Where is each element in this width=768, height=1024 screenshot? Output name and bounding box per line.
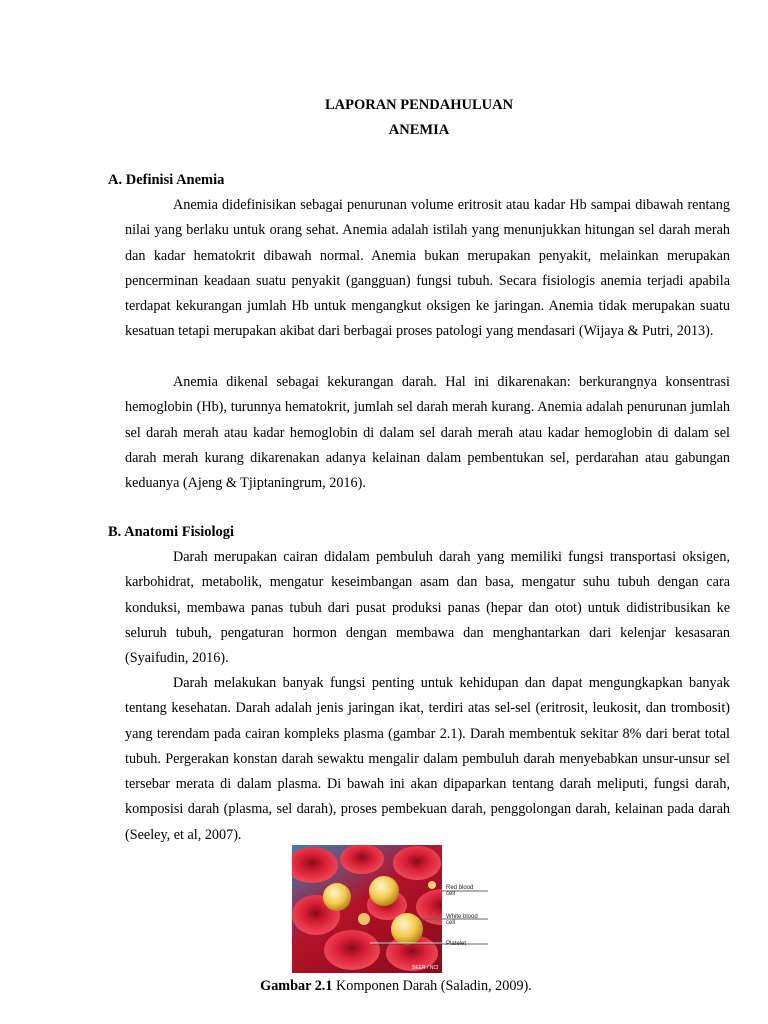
blood-components-figure <box>292 845 488 973</box>
section-a-paragraph-1: Anemia didefinisikan sebagai penurunan volume eritrosit atau kadar Hb sampai dibawah rentang nilai yang berlaku untuk orang sehat. Anemia adalah istilah yang menunjukkan hitungan sel darah merah dan kadar hematokrit dibawah normal. Anemia bukan merupakan penyakit, melainkan merupakan pencerminan keadaan suatu penyakit (gangguan) fungsi tubuh. Secara fisiologis anemia terjadi apabila terdapat kekurangan jumlah Hb untuk mengangkut oksigen ke jaringan. Anemia tidak merupakan suatu kesatuan tetapi merupakan akibat dari berbagai proses patologi yang mendasari (Wijaya & Putri, 2013). <box>125 197 730 340</box>
figure-caption <box>0 978 768 995</box>
section-a-heading: A. Definisi Anemia <box>108 172 225 188</box>
white-blood-cell-label: White blood cell <box>446 914 478 926</box>
platelet-label: Platelet <box>446 941 467 947</box>
section-a-paragraph-2: Anemia dikenal sebagai kekurangan darah. Hal ini dikarenakan: berkurangnya konsentrasi hemoglobin (Hb), turunnya hematokrit, jumlah sel darah merah kurang. Anemia adalah penurunan jumlah sel darah merah atau kadar hemoglobin di dalam sel darah merah atau kadar hemoglobin di dalam sel darah merah kurang dikarenakan adanya kelainan dalam pembentukan sel, perdarahan atau gabungan keduanya (Ajeng & Tjiptaningrum, 2016). <box>125 374 730 492</box>
figure-watermark: SEER / NCI <box>412 965 439 971</box>
section-b-paragraph-1: Darah merupakan cairan didalam pembuluh darah yang memiliki fungsi transportasi oksigen, karbohidrat, metabolik, mengatur keseimbangan asam dan basa, mengatur suhu tubuh dengan cara konduksi, membawa panas tubuh dari pusat produksi panas (hepar dan otot) untuk didistribusikan ke seluruh tubuh, pengaturan hormon dengan membawa dan menghantarkan dari kelenjar kesasaran (Syaifudin, 2016). <box>125 549 730 667</box>
red-blood-cell-label: Red blood cell <box>446 885 474 897</box>
document-title: LAPORAN PENDAHULUAN <box>324 97 514 113</box>
section-b-heading: B. Anatomi Fisiologi <box>108 524 235 540</box>
section-b-paragraph-2: Darah melakukan banyak fungsi penting untuk kehidupan dan dapat mengungkapkan banyak tentang kesehatan. Darah adalah jenis jaringan ikat, terdiri atas sel-sel (eritrosit, leukosit, dan trombosit) yang terendam pada cairan kompleks plasma (gambar 2.1). Darah membentuk sekitar 8% dari berat total tubuh. Pergerakan konstan darah sewaktu mengalir dalam pembuluh darah menyebabkan unsur-unsur sel tersebar merata di dalam plasma. Di bawah ini akan dipaparkan tentang darah meliputi, fungsi darah, komposisi darah (plasma, sel darah), proses pembekuan darah, penggolongan darah, kelainan pada darah (Seeley, et al, 2007). <box>125 675 730 843</box>
document-subtitle: ANEMIA <box>388 122 450 138</box>
figure-caption-text: Komponen Darah (Saladin, 2009). <box>332 978 532 994</box>
figure-leader-lines <box>292 845 488 973</box>
figure-caption-label: Gambar 2.1 <box>260 978 333 994</box>
